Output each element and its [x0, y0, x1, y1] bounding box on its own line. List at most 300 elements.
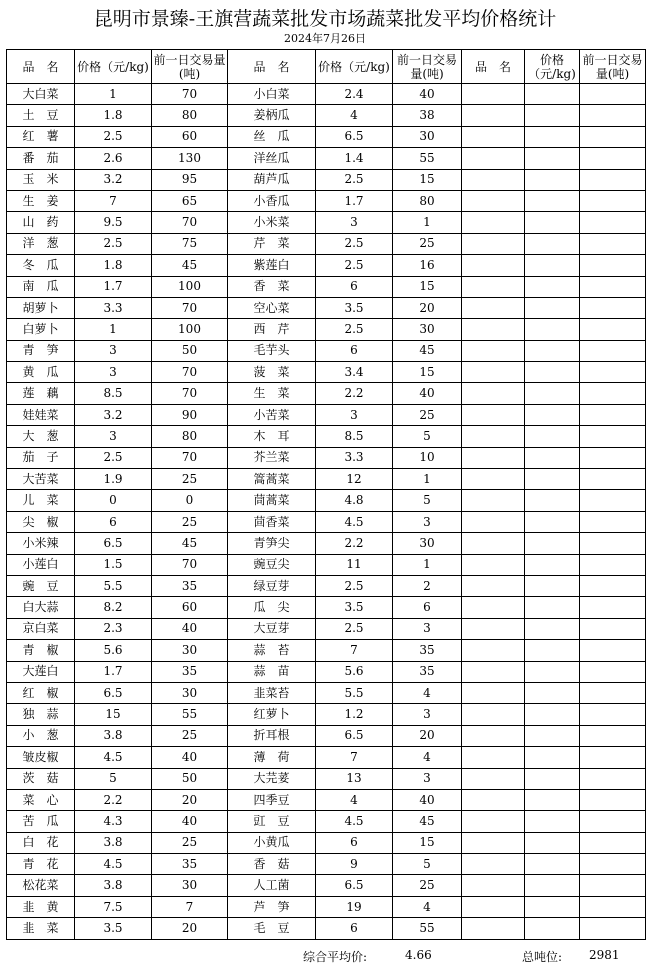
empty-cell — [462, 575, 525, 596]
cell-name: 篙蒿菜 — [228, 469, 316, 490]
cell-name: 芹 菜 — [228, 233, 316, 254]
empty-cell — [580, 533, 646, 554]
cell-name: 土 豆 — [7, 105, 75, 126]
empty-cell — [462, 190, 525, 211]
cell-name: 胡萝卜 — [7, 297, 75, 318]
empty-cell — [462, 511, 525, 532]
empty-cell — [525, 918, 580, 939]
header-volume: 前一日交易量(吨) — [152, 50, 228, 84]
price-table — [6, 49, 646, 940]
cell-name: 尖 椒 — [7, 511, 75, 532]
cell-price: 2.5 — [316, 618, 393, 639]
cell-name: 香 菇 — [228, 854, 316, 875]
cell-name: 薄 荷 — [228, 747, 316, 768]
header-volume: 前一日交易量(吨) — [393, 50, 462, 84]
table-row — [7, 383, 646, 404]
empty-cell — [525, 682, 580, 703]
empty-cell — [462, 747, 525, 768]
empty-cell — [462, 896, 525, 917]
table-row — [7, 533, 646, 554]
cell-volume: 25 — [152, 511, 228, 532]
cell-price: 3 — [75, 362, 152, 383]
cell-volume: 45 — [152, 255, 228, 276]
empty-cell — [462, 169, 525, 190]
empty-cell — [580, 126, 646, 147]
empty-cell — [462, 276, 525, 297]
cell-price: 2.3 — [75, 618, 152, 639]
cell-name: 红 薯 — [7, 126, 75, 147]
cell-name: 洋丝瓜 — [228, 148, 316, 169]
empty-cell — [525, 404, 580, 425]
cell-name: 生 姜 — [7, 190, 75, 211]
empty-cell — [462, 704, 525, 725]
cell-volume: 35 — [152, 854, 228, 875]
table-row — [7, 832, 646, 853]
empty-cell — [525, 768, 580, 789]
cell-price: 7 — [316, 747, 393, 768]
empty-cell — [580, 212, 646, 233]
table-row — [7, 84, 646, 105]
table-body — [7, 84, 646, 940]
cell-price: 19 — [316, 896, 393, 917]
cell-price: 13 — [316, 768, 393, 789]
cell-price: 4.3 — [75, 811, 152, 832]
cell-volume: 70 — [152, 554, 228, 575]
cell-volume: 16 — [393, 255, 462, 276]
empty-cell — [462, 126, 525, 147]
table-row — [7, 640, 646, 661]
empty-cell — [580, 896, 646, 917]
cell-price: 1.9 — [75, 469, 152, 490]
empty-cell — [525, 340, 580, 361]
empty-cell — [580, 661, 646, 682]
cell-name: 韭 黄 — [7, 896, 75, 917]
empty-cell — [525, 618, 580, 639]
cell-price: 3.5 — [316, 597, 393, 618]
cell-price: 6.5 — [75, 533, 152, 554]
cell-volume: 20 — [393, 725, 462, 746]
cell-price: 2.2 — [316, 383, 393, 404]
cell-price: 4.8 — [316, 490, 393, 511]
cell-volume: 20 — [152, 789, 228, 810]
cell-price: 3.2 — [75, 169, 152, 190]
cell-volume: 30 — [393, 126, 462, 147]
table-row — [7, 725, 646, 746]
table-header — [7, 50, 646, 84]
cell-name: 独 蒜 — [7, 704, 75, 725]
empty-cell — [580, 319, 646, 340]
table-row — [7, 233, 646, 254]
empty-cell — [580, 169, 646, 190]
cell-name: 生 菜 — [228, 383, 316, 404]
cell-name: 白大蒜 — [7, 597, 75, 618]
cell-name: 西 芹 — [228, 319, 316, 340]
header-name: 品 名 — [462, 50, 525, 84]
cell-price: 2.5 — [316, 255, 393, 276]
header-name: 品 名 — [228, 50, 316, 84]
cell-name: 小米辣 — [7, 533, 75, 554]
cell-name: 折耳根 — [228, 725, 316, 746]
cell-volume: 100 — [152, 276, 228, 297]
empty-cell — [525, 84, 580, 105]
empty-cell — [580, 447, 646, 468]
cell-volume: 5 — [393, 854, 462, 875]
cell-price: 5.6 — [316, 661, 393, 682]
empty-cell — [580, 832, 646, 853]
header-volume: 前一日交易量(吨) — [580, 50, 646, 84]
cell-name: 松花菜 — [7, 875, 75, 896]
table-row — [7, 811, 646, 832]
empty-cell — [525, 190, 580, 211]
cell-price: 5.6 — [75, 640, 152, 661]
empty-cell — [462, 811, 525, 832]
cell-name: 茼蒿菜 — [228, 490, 316, 511]
cell-volume: 70 — [152, 447, 228, 468]
cell-price: 3.5 — [316, 297, 393, 318]
cell-name: 芥兰菜 — [228, 447, 316, 468]
table-row — [7, 554, 646, 575]
cell-volume: 4 — [393, 682, 462, 703]
header-price: 价格（元/kg) — [525, 50, 580, 84]
empty-cell — [525, 233, 580, 254]
cell-name: 茨 菇 — [7, 768, 75, 789]
cell-price: 2.5 — [75, 126, 152, 147]
empty-cell — [580, 875, 646, 896]
cell-price: 7 — [75, 190, 152, 211]
total-tonnage-label: 总吨位: — [522, 950, 563, 964]
table-row — [7, 126, 646, 147]
empty-cell — [580, 255, 646, 276]
cell-price: 3 — [75, 426, 152, 447]
cell-volume: 3 — [393, 618, 462, 639]
cell-volume: 4 — [393, 896, 462, 917]
empty-cell — [525, 469, 580, 490]
cell-price: 6 — [316, 340, 393, 361]
cell-volume: 25 — [393, 404, 462, 425]
empty-cell — [580, 789, 646, 810]
table-row — [7, 362, 646, 383]
cell-price: 7.5 — [75, 896, 152, 917]
empty-cell — [462, 533, 525, 554]
table-row — [7, 105, 646, 126]
cell-price: 8.2 — [75, 597, 152, 618]
empty-cell — [525, 704, 580, 725]
cell-volume: 40 — [393, 383, 462, 404]
table-row — [7, 148, 646, 169]
cell-name: 小 葱 — [7, 725, 75, 746]
cell-price: 3.8 — [75, 725, 152, 746]
cell-price: 1.7 — [75, 276, 152, 297]
cell-name: 小黄瓜 — [228, 832, 316, 853]
empty-cell — [462, 319, 525, 340]
cell-volume: 60 — [152, 126, 228, 147]
cell-volume: 80 — [152, 105, 228, 126]
empty-cell — [462, 918, 525, 939]
average-price-label: 综合平均价: — [303, 950, 368, 964]
cell-name: 豌 豆 — [7, 575, 75, 596]
cell-volume: 35 — [152, 661, 228, 682]
empty-cell — [580, 362, 646, 383]
empty-cell — [462, 725, 525, 746]
table-row — [7, 875, 646, 896]
cell-volume: 0 — [152, 490, 228, 511]
cell-price: 1.8 — [75, 255, 152, 276]
table-row — [7, 340, 646, 361]
cell-price: 7 — [316, 640, 393, 661]
cell-volume: 70 — [152, 297, 228, 318]
cell-volume: 55 — [393, 918, 462, 939]
cell-price: 5.5 — [75, 575, 152, 596]
table-row — [7, 575, 646, 596]
cell-volume: 1 — [393, 469, 462, 490]
cell-name: 韭 菜 — [7, 918, 75, 939]
cell-volume: 30 — [152, 640, 228, 661]
empty-cell — [580, 854, 646, 875]
cell-name: 大白菜 — [7, 84, 75, 105]
empty-cell — [462, 383, 525, 404]
empty-cell — [462, 875, 525, 896]
cell-price: 4.5 — [316, 811, 393, 832]
empty-cell — [525, 297, 580, 318]
cell-volume: 40 — [152, 747, 228, 768]
cell-volume: 3 — [393, 704, 462, 725]
cell-name: 青 笋 — [7, 340, 75, 361]
table-row — [7, 190, 646, 211]
empty-cell — [525, 276, 580, 297]
cell-price: 6.5 — [316, 875, 393, 896]
cell-name: 山 药 — [7, 212, 75, 233]
cell-name: 瓜 尖 — [228, 597, 316, 618]
empty-cell — [462, 340, 525, 361]
cell-price: 3.4 — [316, 362, 393, 383]
table-row — [7, 704, 646, 725]
cell-name: 儿 菜 — [7, 490, 75, 511]
cell-volume: 70 — [152, 84, 228, 105]
cell-volume: 90 — [152, 404, 228, 425]
cell-name: 皱皮椒 — [7, 747, 75, 768]
cell-volume: 40 — [393, 789, 462, 810]
empty-cell — [580, 148, 646, 169]
table-row — [7, 511, 646, 532]
table-row — [7, 319, 646, 340]
cell-volume: 25 — [152, 832, 228, 853]
cell-price: 3.8 — [75, 832, 152, 853]
cell-name: 青 花 — [7, 854, 75, 875]
cell-price: 2.5 — [316, 319, 393, 340]
empty-cell — [462, 148, 525, 169]
cell-volume: 55 — [393, 148, 462, 169]
cell-price: 1.7 — [75, 661, 152, 682]
empty-cell — [525, 725, 580, 746]
cell-volume: 45 — [393, 340, 462, 361]
empty-cell — [462, 854, 525, 875]
cell-name: 小香瓜 — [228, 190, 316, 211]
header-price: 价格（元/kg) — [75, 50, 152, 84]
cell-name: 芦 笋 — [228, 896, 316, 917]
cell-name: 小莲白 — [7, 554, 75, 575]
cell-volume: 15 — [393, 276, 462, 297]
cell-price: 12 — [316, 469, 393, 490]
cell-volume: 4 — [393, 747, 462, 768]
cell-name: 大芫荽 — [228, 768, 316, 789]
empty-cell — [462, 469, 525, 490]
cell-price: 0 — [75, 490, 152, 511]
cell-volume: 3 — [393, 511, 462, 532]
cell-name: 京白菜 — [7, 618, 75, 639]
cell-volume: 80 — [393, 190, 462, 211]
empty-cell — [525, 447, 580, 468]
cell-volume: 45 — [393, 811, 462, 832]
empty-cell — [580, 725, 646, 746]
cell-name: 青笋尖 — [228, 533, 316, 554]
empty-cell — [462, 554, 525, 575]
empty-cell — [580, 640, 646, 661]
cell-price: 3.5 — [75, 918, 152, 939]
cell-volume: 130 — [152, 148, 228, 169]
cell-price: 1.2 — [316, 704, 393, 725]
cell-volume: 25 — [393, 875, 462, 896]
cell-name: 丝 瓜 — [228, 126, 316, 147]
cell-name: 小米菜 — [228, 212, 316, 233]
table-row — [7, 618, 646, 639]
cell-name: 茴香菜 — [228, 511, 316, 532]
cell-volume: 70 — [152, 383, 228, 404]
cell-volume: 35 — [152, 575, 228, 596]
table-row — [7, 682, 646, 703]
cell-volume: 30 — [152, 682, 228, 703]
cell-volume: 70 — [152, 362, 228, 383]
empty-cell — [580, 105, 646, 126]
cell-price: 1.4 — [316, 148, 393, 169]
cell-volume: 20 — [152, 918, 228, 939]
empty-cell — [462, 105, 525, 126]
summary-footer — [0, 946, 650, 964]
empty-cell — [580, 597, 646, 618]
cell-price: 3.8 — [75, 875, 152, 896]
empty-cell — [525, 169, 580, 190]
empty-cell — [580, 704, 646, 725]
cell-price: 8.5 — [316, 426, 393, 447]
empty-cell — [580, 426, 646, 447]
table-row — [7, 212, 646, 233]
empty-cell — [462, 832, 525, 853]
table-row — [7, 169, 646, 190]
empty-cell — [462, 789, 525, 810]
cell-price: 6.5 — [316, 725, 393, 746]
cell-price: 2.5 — [316, 575, 393, 596]
cell-name: 蒜 苔 — [228, 640, 316, 661]
cell-name: 大 葱 — [7, 426, 75, 447]
empty-cell — [525, 747, 580, 768]
empty-cell — [525, 811, 580, 832]
empty-cell — [525, 255, 580, 276]
cell-name: 人工菌 — [228, 875, 316, 896]
cell-volume: 75 — [152, 233, 228, 254]
table-row — [7, 469, 646, 490]
empty-cell — [580, 233, 646, 254]
empty-cell — [462, 233, 525, 254]
cell-price: 3 — [316, 404, 393, 425]
cell-name: 韭菜苔 — [228, 682, 316, 703]
cell-name: 青 椒 — [7, 640, 75, 661]
empty-cell — [580, 276, 646, 297]
cell-volume: 15 — [393, 362, 462, 383]
table-row — [7, 276, 646, 297]
empty-cell — [525, 661, 580, 682]
table-row — [7, 747, 646, 768]
empty-cell — [462, 84, 525, 105]
cell-price: 2.6 — [75, 148, 152, 169]
empty-cell — [525, 490, 580, 511]
cell-name: 大苦菜 — [7, 469, 75, 490]
cell-volume: 5 — [393, 490, 462, 511]
cell-name: 红萝卜 — [228, 704, 316, 725]
cell-name: 豇 豆 — [228, 811, 316, 832]
table-row — [7, 789, 646, 810]
average-price-value: 4.66 — [405, 948, 432, 962]
empty-cell — [462, 618, 525, 639]
page-title: 昆明市景臻-王旗营蔬菜批发市场蔬菜批发平均价格统计 — [93, 8, 557, 30]
cell-volume: 100 — [152, 319, 228, 340]
cell-price: 15 — [75, 704, 152, 725]
empty-cell — [525, 575, 580, 596]
cell-price: 6 — [316, 276, 393, 297]
empty-cell — [580, 490, 646, 511]
empty-cell — [580, 618, 646, 639]
cell-price: 2.2 — [316, 533, 393, 554]
cell-price: 5 — [75, 768, 152, 789]
empty-cell — [462, 404, 525, 425]
cell-price: 2.5 — [75, 447, 152, 468]
empty-cell — [462, 490, 525, 511]
table-row — [7, 918, 646, 939]
cell-price: 3.3 — [75, 297, 152, 318]
cell-volume: 25 — [152, 469, 228, 490]
cell-name: 木 耳 — [228, 426, 316, 447]
cell-name: 毛 豆 — [228, 918, 316, 939]
empty-cell — [580, 554, 646, 575]
cell-volume: 30 — [393, 533, 462, 554]
table-row — [7, 255, 646, 276]
cell-volume: 25 — [152, 725, 228, 746]
cell-volume: 3 — [393, 768, 462, 789]
cell-name: 娃娃菜 — [7, 404, 75, 425]
cell-price: 4.5 — [316, 511, 393, 532]
empty-cell — [525, 597, 580, 618]
empty-cell — [580, 469, 646, 490]
cell-price: 3.3 — [316, 447, 393, 468]
cell-name: 紫莲白 — [228, 255, 316, 276]
cell-price: 3 — [75, 340, 152, 361]
cell-name: 菜 心 — [7, 789, 75, 810]
empty-cell — [462, 682, 525, 703]
empty-cell — [580, 511, 646, 532]
empty-cell — [525, 875, 580, 896]
cell-name: 小白菜 — [228, 84, 316, 105]
header-name: 品 名 — [7, 50, 75, 84]
cell-volume: 45 — [152, 533, 228, 554]
cell-volume: 65 — [152, 190, 228, 211]
cell-price: 2.5 — [316, 233, 393, 254]
cell-price: 9 — [316, 854, 393, 875]
table-row — [7, 404, 646, 425]
cell-price: 4 — [316, 789, 393, 810]
cell-volume: 1 — [393, 554, 462, 575]
cell-volume: 50 — [152, 340, 228, 361]
empty-cell — [525, 789, 580, 810]
cell-volume: 38 — [393, 105, 462, 126]
cell-name: 菠 菜 — [228, 362, 316, 383]
